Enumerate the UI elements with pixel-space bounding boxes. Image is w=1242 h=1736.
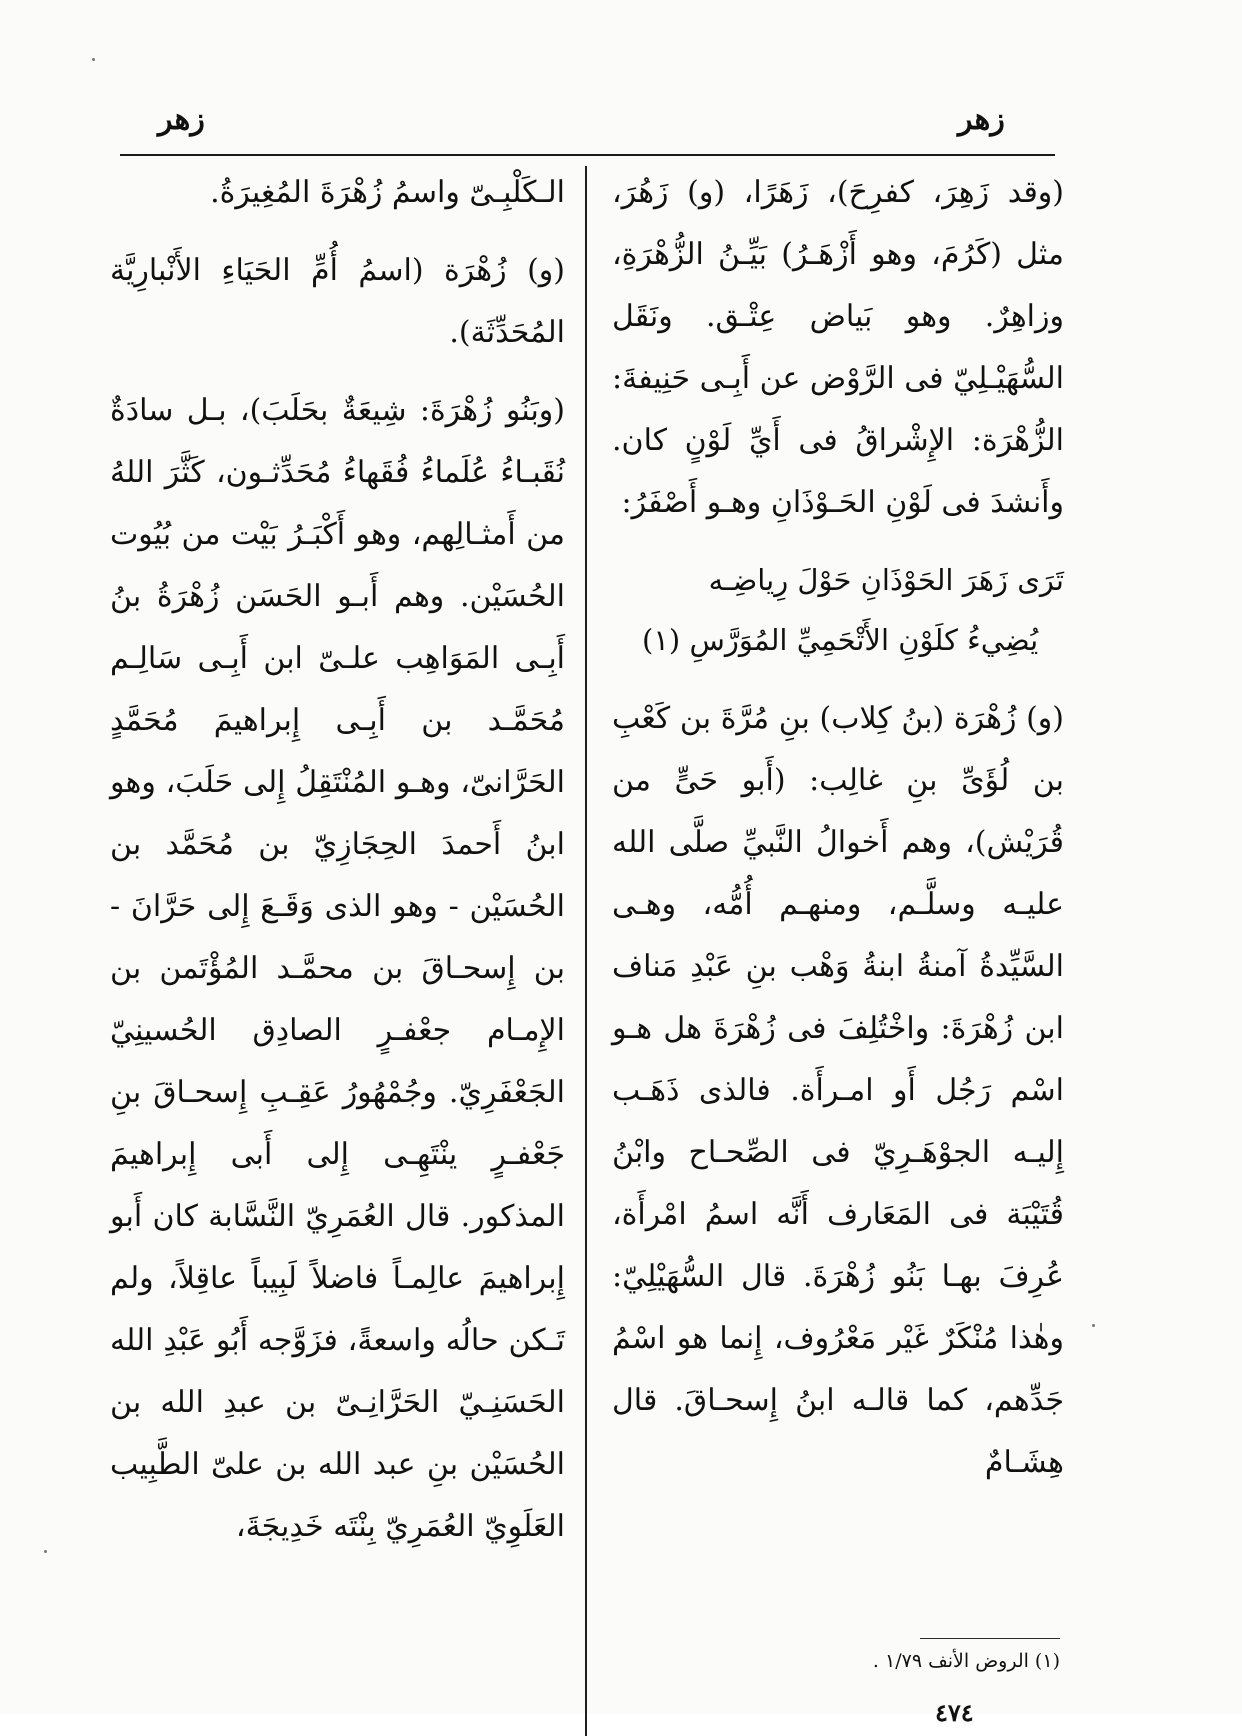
footnote-rule — [920, 1638, 1060, 1639]
left-paragraph-3: (وبَنُو زُهْرَةَ: شِيعَةٌ بحَلَبَ)، بـل سادَةٌ نُقَبـاءُ عُلَماءُ فُقَهاءُ مُحَدِّثـون، كَثَّرَ اللهُ من أَمثـالِهم، وهو أَكْبَـرُ بَيْت من بُيُوت الحُسَيْن. وهم أَبـو الحَسَن زُهْرَةُ بنُ أَبِـى المَوَاهِب علـىّ ابن أَبِـى سَالِـم مُحَمَّـد بن أَبِـى إِبراهيمَ مُحَمَّدٍ الحَرَّانىّ، وهـو المُنْتَقِلُ إِلى حَلَبَ، وهو ابنُ أَحمدَ الحِجَازِيّ بن مُحَمَّد بن الحُسَيْن - وهو الذى وَقَـعَ إِلى حَرَّانَ - بن إِسحـاقَ بن محمَّـد المُؤْتَمن بن الإِمـام جعْفـرٍ الصادِق الحُسينِيّ الجَعْفَرِيّ. وجُمْهُورُ عَقِـبِ إِسحـاقَ بنِ جَعْفـرٍ ينْتَهِـى إِلى أَبى إِبراهيمَ المذكور. قال العُمَرِيّ النَّسَّابة كان أَبو إِبراهيمَ عالِمـاً فاضلاً لَبِيباً عاقِلاً، ولم تَـكن حالُه واسعةً، فزَوَّجه أَبُو عَبْدِ الله الحَسَنِـيّ الحَرَّانِـىّ بن عبدِ الله بن الحُسَيْن بنِ عبد الله بن علىّ الطَّبِيب العَلَوِيّ العُمَرِيّ بِنْتَه خَدِيجَةَ، — [110, 393, 565, 1544]
verse-line-2: يُضِيءُ كلَوْنِ الأَتْحَمِيِّ المُوَرَّسِ (١) — [642, 623, 1039, 657]
scan-speck — [92, 58, 95, 61]
scan-speck — [44, 1550, 47, 1553]
right-column — [612, 162, 1064, 1510]
scan-speck — [1092, 1324, 1095, 1327]
right-paragraph-2: (و) زُهْرَة (بنُ كِلاب) بنِ مُرَّةَ بن كَعْبِ بن لُؤَىِّ بنِ غالِب: (أَبو حَىٍّ من قُرَيْش)، وهم أَخوالُ النَّبيِّ صلَّى الله عليـه وسلَّـم، ومنهـم أُمُّه، وهـى السَّيِّدةُ آمنةُ ابنةُ وَهْب بنِ عَبْدِ مَناف ابن زُهْرَةَ: واخْتُلِفَ فى زُهْرَةَ هل هـو اسْم رَجُل أَو امـرأَة. فالذى ذَهَـب إِليـه الجوْهَـرِيّ فى الصِّحـاح وابْنُ قُتَيْبَة فى المَعَارف أَنَّه اسمُ امْرأَة، عُرِفَ بهـا بَنُو زُهْرَةَ. قال السُّهَيْلِيّ: وهٰذا مُنْكَرٌ غَيْر مَعْرُوف، إِنما هو اسْمُ جَدِّهم، كما قالـه ابنُ إِسحـاقَ. قال هِشَـامٌ — [612, 701, 1064, 1480]
header-right-word: زهر — [958, 102, 1005, 137]
page-number: ٤٧٤ — [935, 1698, 974, 1727]
footnote: (١) الروض الأنف ١/٧٩ . — [872, 1650, 1060, 1672]
header-rule — [120, 154, 1055, 156]
left-paragraph-2: (و) زُهْرَة (اسمُ أُمِّ الحَيَاءِ الأَنْبارِيَّة المُحَدِّثَة). — [110, 253, 565, 350]
verse-line-1: تَرَى زَهَرَ الحَوْذَانِ حَوْلَ رِياضِـه — [708, 563, 1064, 597]
left-paragraph-1: الـكَلْبِـىّ واسمُ زُهْرَةَ المُغِيرَةُ. — [210, 175, 565, 210]
header-left-word: زهر — [158, 102, 205, 137]
right-paragraph-1: (وقد زَهِرَ، كفرِحَ)، زَهَرًا، (و) زَهُرَ، مثل (كَرُمَ، وهو أَزْهَـرُ) بَيِّـنُ الزُّهْرَةِ، وزاهِرٌ. وهو بَياض عِتْـق. ونَقَل السُّهَيْـلِيّ فى الرَّوْض عن أَبِـى حَنِيفةَ: الزُّهْرَة: الإِشْراقُ فى أَيِّ لَوْنٍ كان. وأَنشدَ فى لَوْنِ الحَـوْذَانِ وهـو أَصْفَرُ: — [612, 175, 1064, 520]
verse-block — [612, 550, 1064, 670]
left-column — [110, 162, 565, 1574]
column-divider — [585, 166, 587, 1736]
